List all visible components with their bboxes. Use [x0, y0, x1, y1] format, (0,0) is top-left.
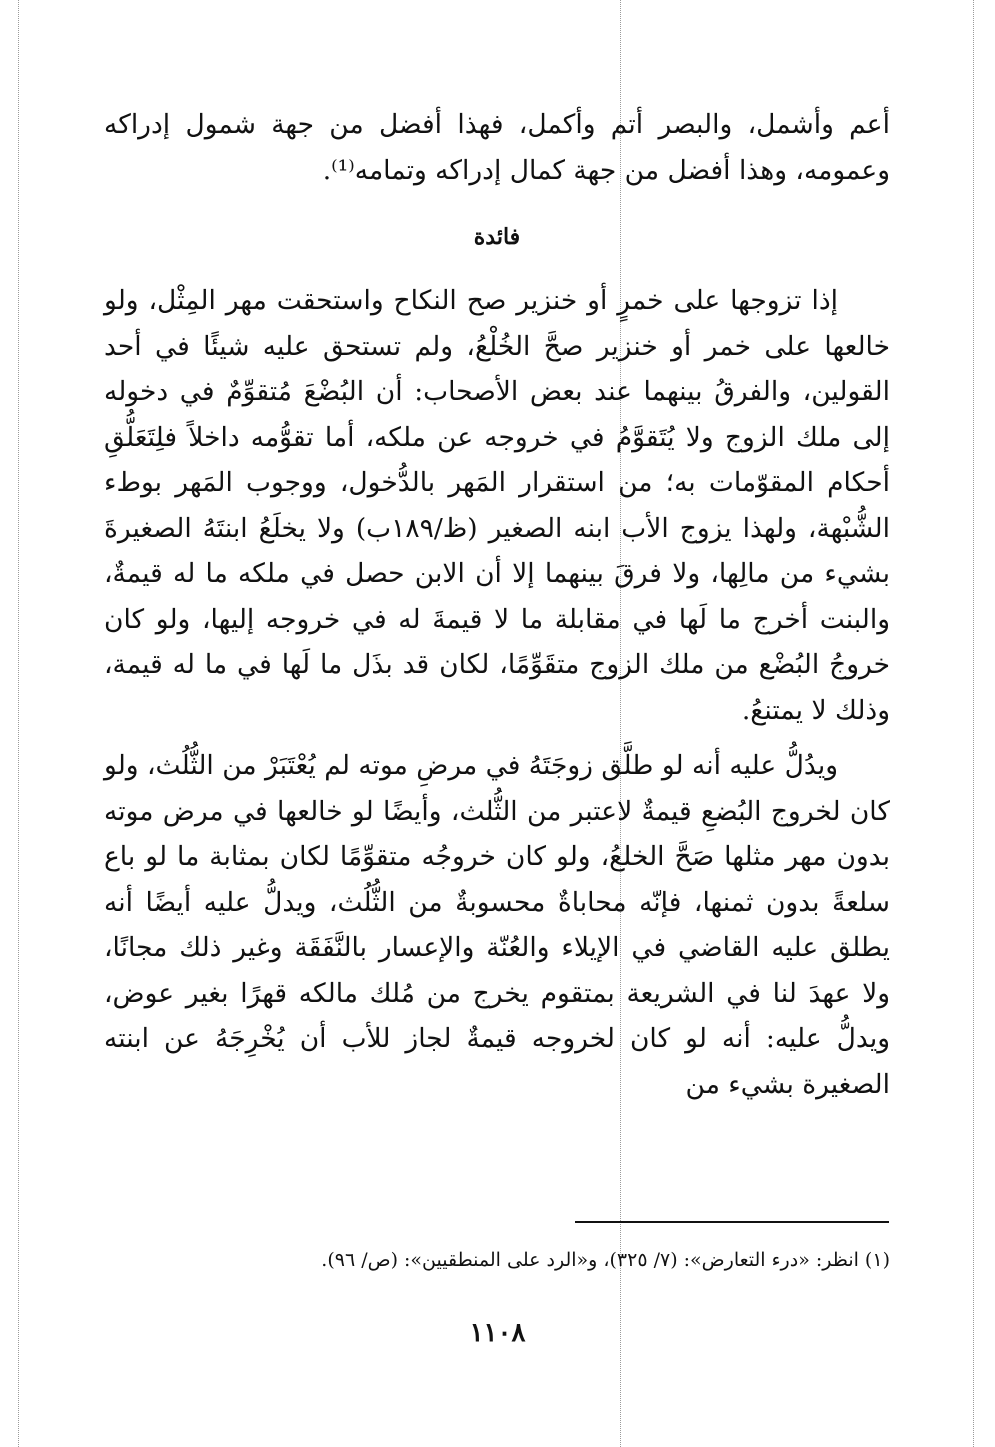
fa-ida-paragraph: إذا تزوجها على خمرٍ أو خنزير صح النكاح واستحقت مهر المِثْل، ولو خالعها على خمر أو خنزير صحَّ الخُلْعُ، ولم تستحق عليه شيئًا في أحد القولين، والفرقُ بينهما عند بعض الأصحاب: أن البُضْعَ مُتقوِّمٌ في دخوله إلى ملك الزوج ولا يُتَقوَّمُ في خروجه عن ملكه، أما تقوُّمه داخلاً فلِتَعَلُّقِ أحكام المقوّمات به؛ من استقرار المَهر بالدُّخول، ووجوب المَهر بوطء الشُّبْهة، ولهذا يزوج الأب ابنه الصغير (ظ/١٨٩ب) ولا يخلَعُ ابنتَهُ الصغيرةَ بشيء من مالِها، ولا فرقَ بينهما إلا أن الابن حصل في ملكه ما له قيمةٌ، والبنت أخرج ما لَها في مقابلة ما لا قيمةَ له في خروجه إليها، ولو كان خروجُ البُضْع من ملك الزوج متقَوِّمًا، لكان قد بذَل ما لَها في ما له قيمة، وذلك لا يمتنعُ. [104, 285, 890, 726]
right-dotted-guide [973, 0, 974, 1447]
section-heading: فائدة [473, 224, 521, 250]
page-body [104, 102, 890, 1107]
footnote-separator [575, 1221, 889, 1223]
footnote: (١) انظر: «درء التعارض»: (٧/ ٣٢٥)، و«الرد على المنطقيين»: (ص/ ٩٦). [321, 1249, 890, 1271]
page-number: ١١٠٨ [469, 1318, 526, 1348]
left-dotted-guide [18, 0, 19, 1447]
opening-paragraph: أعم وأشمل، والبصر أتم وأكمل، فهذا أفضل من جهة شمول إدراكه وعمومه، وهذا أفضل من جهة كمال إدراكه وتمامه⁽¹⁾. [104, 109, 890, 186]
evidence-paragraph: ويدُلُّ عليه أنه لو طلَّق زوجَتَهُ في مرضِ موته لم يُعْتَبَرْ من الثُّلُث، ولو كان لخروج البُضعِ قيمةٌ لاعتبر من الثُّلث، وأيضًا لو خالعها في مرض موته بدون مهر مثلها صَحَّ الخلعُ، ولو كان خروجُه متقوِّمًا لكان بمثابة ما لو باع سلعةً بدون ثمنها، فإنّه محاباةٌ محسوبةٌ من الثُّلُث، ويدلُّ عليه أيضًا أنه يطلق عليه القاضي في الإيلاء والعُنّة والإعسار بالنَّفَقَة وغير ذلك مجانًا، ولا عهدَ لنا في الشريعة بمتقوم يخرج من مُلك مالكه قهرًا بغير عوض، ويدلُّ عليه: أنه لو كان لخروجه قيمةٌ لجاز للأب أن يُخْرِجَهُ عن ابنته الصغيرة بشيء من [104, 750, 890, 1100]
